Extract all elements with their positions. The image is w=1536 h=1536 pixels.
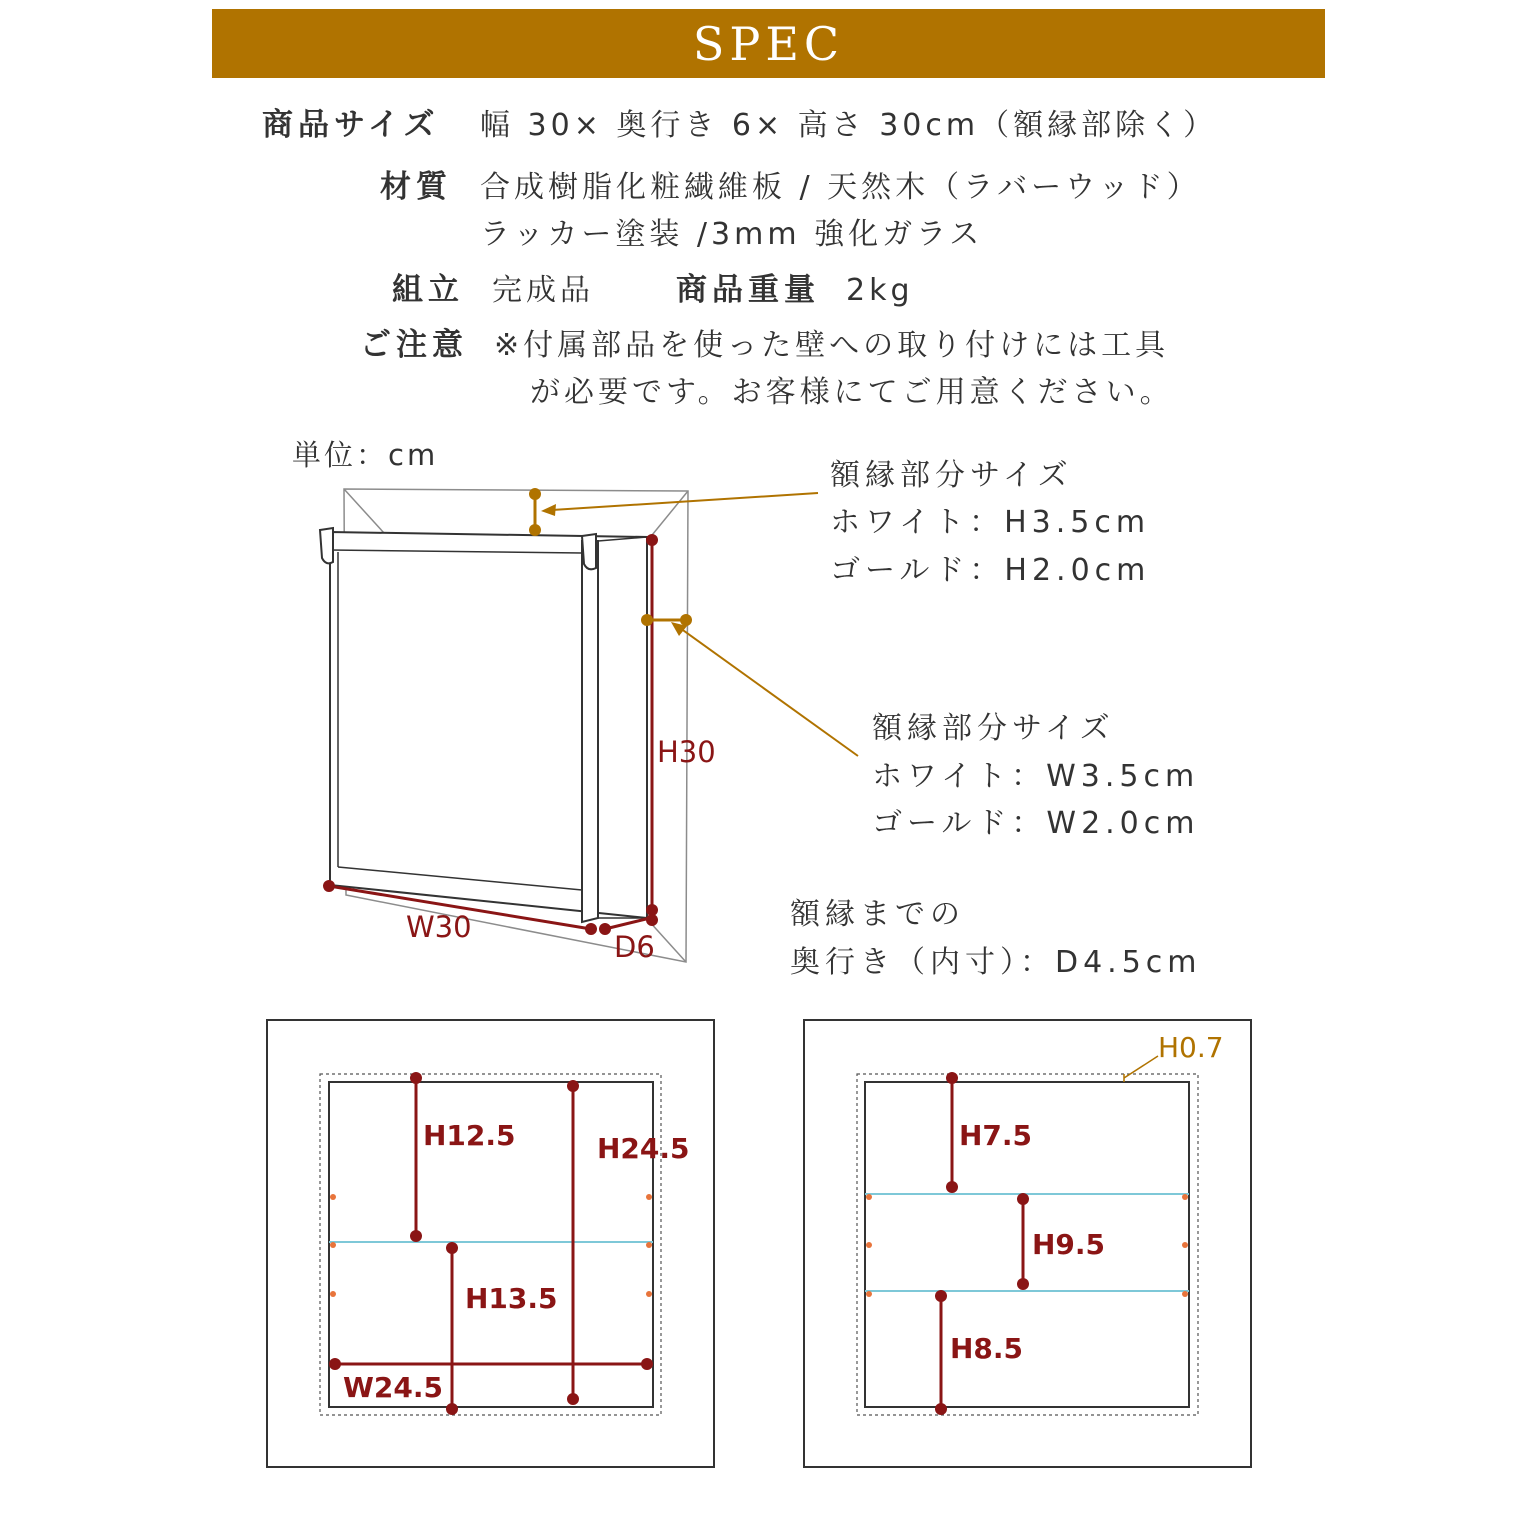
inner-left-diagram [267,1020,714,1467]
inner-right-h-middle: H9.5 [1032,1228,1106,1261]
weight-label: 商品重量 [676,272,820,308]
hanger-right-icon [582,534,596,569]
frame-w-gold: ゴールド：W2.0cm [872,806,1200,841]
inner-right-diagram [804,1020,1251,1467]
notice-line1: ※付属部品を使った壁への取り付けには工具 [494,328,1170,363]
inner-left-h-bottom: H13.5 [465,1282,558,1315]
box-body [330,532,647,922]
inner-right-h-bottom: H8.5 [950,1332,1024,1365]
inner-left-w-full: W24.5 [343,1371,443,1404]
frame-h-marker [529,488,818,536]
size-value: 幅 30× 奥行き 6× 高さ 30cm（額縁部除く） [480,108,1218,143]
banner-title: SPEC [692,16,845,71]
frame-h-title: 額縁部分サイズ [830,458,1073,493]
dim-h30: H30 [657,735,716,769]
material-line1: 合成樹脂化粧繊維板 / 天然木（ラバーウッド） [480,170,1201,205]
size-label: 商品サイズ [262,107,440,143]
assembly-label: 組立 [392,272,464,308]
dim-w30: W30 [406,910,472,944]
inner-left-h-full: H24.5 [597,1132,690,1165]
frame-w-white: ホワイト：W3.5cm [872,759,1200,794]
material-line2: ラッカー塗装 /3mm 強化ガラス [480,217,984,252]
depth-line2: 奥行き（内寸）：D4.5cm [790,945,1202,980]
frame-h-white: ホワイト：H3.5cm [830,505,1151,540]
dim-d6: D6 [614,930,655,964]
weight-value: 2kg [846,273,914,308]
depth-line1: 額縁までの [790,897,965,932]
hanger-left-icon [320,528,333,563]
unit-label: 単位：cm [292,438,439,472]
notice-label: ご注意 [360,327,468,363]
frame-w-title: 額縁部分サイズ [872,711,1115,746]
inner-right-h-gap: H0.7 [1158,1031,1224,1064]
frame-h-gold: ゴールド：H2.0cm [830,553,1151,588]
inner-right-h-top: H7.5 [959,1119,1033,1152]
assembly-value: 完成品 [492,273,594,308]
material-label: 材質 [380,169,452,205]
notice-line2: が必要です。お客様にてご用意ください。 [530,375,1174,410]
inner-left-h-top: H12.5 [423,1119,516,1152]
